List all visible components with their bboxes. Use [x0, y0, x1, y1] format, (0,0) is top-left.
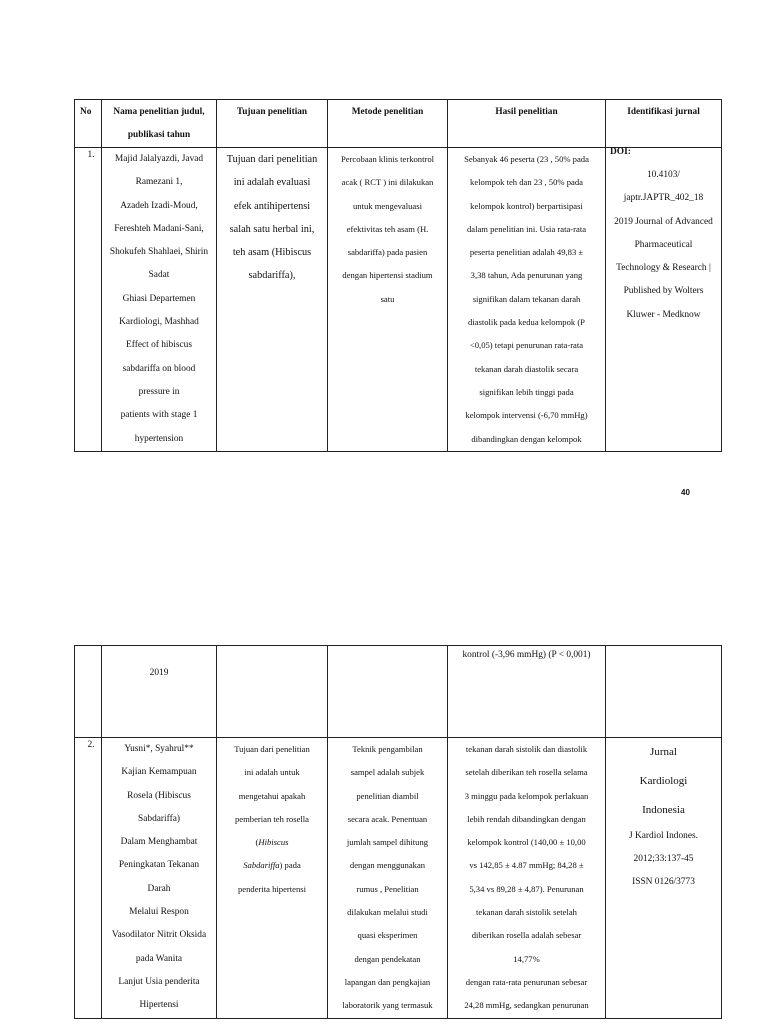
text-line: acak ( RCT ) ini dilakukan — [341, 177, 434, 188]
table-studies-page-top — [74, 99, 722, 452]
text-line: Teknik pengambilan — [352, 744, 423, 754]
text-line: pemberian teh rosella — [235, 813, 309, 824]
text-line: Pharmaceutical — [634, 239, 693, 250]
text-line: Sebanyak 46 peserta (23 , 50% pada — [464, 154, 589, 164]
text-line: Dalam Menghambat — [120, 837, 198, 848]
text-line: 3,38 tahun, Ada penurunan yang — [470, 270, 583, 281]
header-hasil: Hasil penelitian — [448, 100, 606, 148]
journal-name-line: Jurnal — [650, 746, 677, 758]
text-line: kelompok kontrol) berpartisipasi — [470, 200, 583, 211]
text-line: 5,34 vs 89,28 ± 4,87). Penurunan — [469, 883, 584, 894]
text-line: Kluwer - Medknow — [626, 309, 701, 320]
cell-name — [102, 148, 217, 452]
text-line: lebih rendah dibandingkan dengan — [467, 813, 586, 824]
text-line: Hipertensi — [139, 1000, 179, 1011]
text-line: salah satu herbal ini, — [229, 223, 315, 235]
text-line: Published by Wolters — [623, 286, 704, 297]
text-line: kelompok intervensi (-6,70 mmHg) — [465, 410, 588, 421]
journal-citation-line: J Kardiol Indones. — [629, 831, 698, 841]
header-name-line: Nama penelitian judul, — [113, 107, 205, 117]
text-line: 14,77% — [513, 953, 540, 964]
text-line: <0,05) tetapi penurunan rata-rata — [469, 340, 584, 351]
text-line: dibandingkan dengan kelompok — [471, 433, 582, 444]
text-line: sabdariffa) pada pasien — [347, 247, 428, 258]
text-line: Kardiologi, Mashhad — [119, 317, 199, 328]
table-row-continued — [75, 646, 722, 738]
journal-citation-line: 2012;33:137-45 — [633, 854, 694, 864]
text-line: dengan pendekatan — [354, 953, 421, 964]
text-line: japtr.JAPTR_402_18 — [623, 193, 704, 204]
text-line: 3 minggu pada kelompok perlakuan — [464, 790, 589, 801]
cell-hasil-continued: kontrol (-3,96 mmHg) (P < 0,001) — [448, 646, 606, 738]
text-line: dengan menggunakan — [349, 860, 426, 871]
text-line: tekanan darah sistolik dan diastolik — [465, 744, 588, 754]
cell-hasil — [448, 148, 606, 452]
text-line: kelompok kontrol (140,00 ± 10,00 — [467, 837, 586, 848]
row-number: 1. — [75, 148, 102, 452]
text-line: laboratorik yang termasuk — [342, 1000, 433, 1011]
text-line: lapangan dan pengkajian — [344, 976, 431, 987]
text-line: tekanan darah sistolik setelah — [476, 907, 577, 918]
text-line: 2019 Journal of Advanced — [614, 216, 713, 227]
text-line-italic-wrap: Sabdariffa) pada — [243, 860, 301, 871]
journal-name-line: Kardiologi — [639, 775, 688, 787]
text-line: jumlah sampel dihitung — [346, 837, 429, 848]
text-line: diastolik pada kedua kelompok (P — [468, 317, 585, 328]
header-identifikasi: Identifikasi jurnal — [606, 100, 722, 148]
header-tujuan: Tujuan penelitian — [217, 100, 328, 148]
cell-empty — [328, 646, 448, 738]
text-line: Shokufeh Shahlaei, Shirin — [109, 247, 209, 258]
text-line: Majid Jalalyazdi, Javad — [114, 154, 204, 164]
text-line: signifikan lebih tinggi pada — [479, 386, 574, 397]
text-line: Darah — [147, 883, 171, 894]
text-line: Ghiasi Departemen — [122, 293, 196, 304]
text-line: ini adalah untuk — [244, 767, 300, 778]
cell-empty — [217, 646, 328, 738]
text-line: satu — [380, 293, 395, 304]
text-line: setelah diberikan teh rosella selama — [465, 767, 588, 778]
doi-label: DOI: — [610, 147, 631, 157]
header-metode: Metode penelitian — [328, 100, 448, 148]
text-line: Technology & Research | — [616, 263, 711, 274]
text-line: signifikan dalam tekanan darah — [472, 293, 581, 304]
journal-citation-line: ISSN 0126/3773 — [632, 877, 695, 887]
page-number: 40 — [681, 488, 690, 497]
text-line: pada Wanita — [135, 953, 183, 964]
italic-species: Hibiscus — [258, 837, 289, 848]
row-number: 2. — [75, 738, 102, 1019]
text-line: Sabdariffa) — [138, 813, 180, 824]
text-line: Percobaan klinis terkontrol — [340, 154, 435, 164]
text-line: Peningkatan Tekanan — [118, 860, 200, 871]
text-line: vs 142,85 ± 4.87 mmHg; 84,28 ± — [469, 860, 584, 871]
text-line: Yusni*, Syahrul** — [124, 744, 194, 754]
header-name — [102, 100, 217, 148]
journal-name-line: Indonesia — [642, 804, 685, 816]
text-line: secara acak. Penentuan — [347, 813, 428, 824]
text-line: dengan rata-rata penurunan sebesar — [465, 976, 588, 987]
text-line: untuk mengevaluasi — [353, 200, 422, 211]
text-line: sabdariffa on blood — [122, 363, 196, 374]
text-line: penelitian diambil — [356, 790, 419, 801]
text-line: dalam penelitian ini. Usia rata-rata — [466, 223, 587, 234]
text-line: Rosela (Hibiscus — [127, 790, 191, 801]
text-line: tekanan darah diastolik secara — [474, 363, 579, 374]
cell-identifikasi — [606, 148, 722, 452]
text-line: quasi eksperimen — [357, 930, 418, 941]
table-row — [75, 148, 722, 452]
text-line: efek antihipertensi — [233, 200, 311, 212]
header-no: No — [75, 100, 102, 148]
text-line: sabdariffa), — [248, 270, 296, 282]
text-line: pressure in — [138, 386, 180, 397]
text-line: Tujuan dari penelitian — [226, 154, 318, 165]
text-line: hypertension — [134, 433, 184, 444]
text-line: 24,28 mmHg, sedangkan penurunan — [464, 1000, 589, 1011]
cell-metode — [328, 738, 448, 1019]
text-line: penderita hipertensi — [237, 883, 306, 894]
cell-empty — [75, 646, 102, 738]
cell-tujuan — [217, 148, 328, 452]
text-line: mengetahui apakah — [238, 790, 306, 801]
text-line: Azadeh Izadi-Moud, — [120, 200, 198, 211]
text-line: Sadat — [148, 270, 170, 281]
table-row — [75, 738, 722, 1019]
text-line: sampel adalah subjek — [350, 767, 425, 778]
text-line: Lanjut Usia penderita — [118, 976, 200, 987]
cell-tujuan — [217, 738, 328, 1019]
text-line: teh asam (Hibiscus — [232, 247, 312, 259]
text-fragment: pada — [284, 860, 301, 871]
text-line: dilakukan melalui studi — [347, 907, 428, 918]
text-line: 10.4103/ — [646, 170, 681, 180]
cell-identifikasi — [606, 738, 722, 1019]
text-line: Melalui Respon — [129, 907, 189, 918]
table-header-row — [75, 100, 722, 148]
italic-species: Sabdariffa — [243, 860, 280, 871]
text-line: peserta penelitian adalah 49,83 ± — [469, 247, 584, 258]
cell-year: 2019 — [102, 646, 217, 738]
text-line: Fereshteh Madani-Sani, — [114, 223, 204, 234]
cell-empty — [606, 646, 722, 738]
text-line: Ramezani 1, — [135, 177, 183, 188]
text-line: dengan hipertensi stadium — [342, 270, 433, 281]
text-line: kelompok teh dan 23 , 50% pada — [470, 177, 583, 188]
text-line: patients with stage 1 — [120, 410, 198, 421]
text-line: ini adalah evaluasi — [233, 177, 311, 189]
cell-hasil — [448, 738, 606, 1019]
cell-metode — [328, 148, 448, 452]
text-line: efektivitas teh asam (H. — [346, 223, 429, 234]
text-line: rumus , Penelitian — [356, 883, 419, 894]
text-line: Kajian Kemampuan — [121, 767, 197, 778]
text-line: Effect of hibiscus — [126, 340, 192, 351]
table-studies-page-bottom — [74, 645, 722, 1019]
text-line: diberikan rosella adalah sebesar — [471, 930, 582, 941]
text-line: Vasodilator Nitrit Oksida — [111, 930, 207, 941]
header-name-line: publikasi tahun — [127, 130, 191, 140]
cell-name — [102, 738, 217, 1019]
text-line: Tujuan dari penelitian — [234, 744, 310, 754]
text-line-italic-wrap: (Hibiscus — [255, 837, 289, 848]
